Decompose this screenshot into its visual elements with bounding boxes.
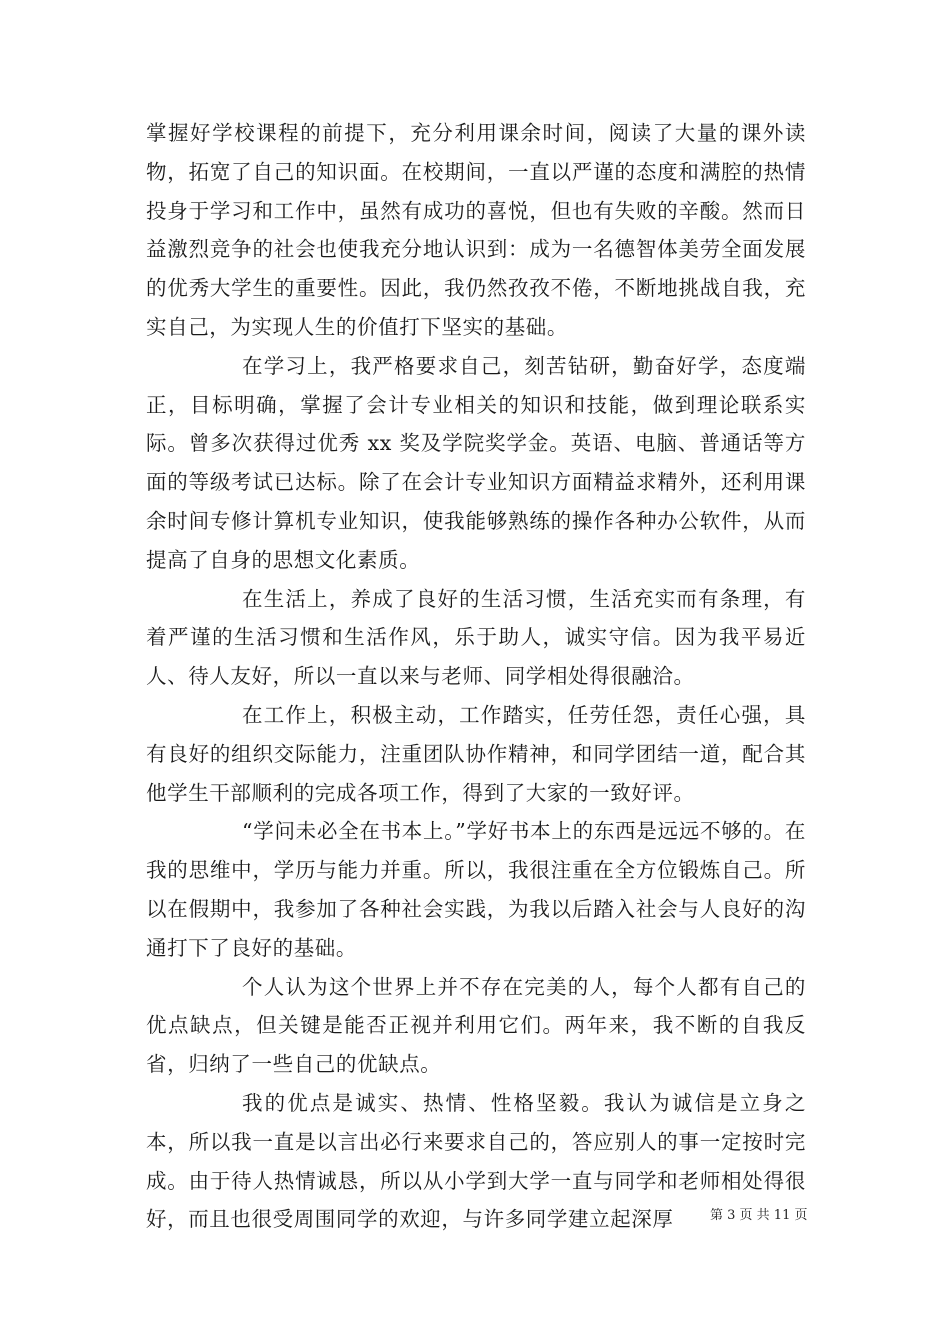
paragraph-life: 在生活上，养成了良好的生活习惯，生活充实而有条理，有着严谨的生活习惯和生活作风，乐于助人，诚实守信。因为我平易近人、待人友好，所以一直以来与老师、同学相处得很融洽。 <box>146 586 806 689</box>
paragraph-study: 在学习上，我严格要求自己，刻苦钻研，勤奋好学，态度端正，目标明确，掌握了会计专业相关的知识和技能，做到理论联系实际。曾多次获得过优秀 xx 奖及学院奖学金。英语、电脑、普通话等方面的等级考试已达标。除了在会计专业知识方面精益求精外，还利用课余时间专修计算机专业知识，使我能够熟练的操作各种办公软件，从而提高了自身的思想文化素质。 <box>146 353 806 572</box>
paragraph-strengths: 我的优点是诚实、热情、性格坚毅。我认为诚信是立身之本，所以我一直是以言出必行来要求自己的，答应别人的事一定按时完成。由于待人热情诚恳，所以从小学到大学一直与同学和老师相处得很好，而且也很受周围同学的欢迎，与许多同学建立起深厚 <box>146 1090 806 1232</box>
page-number-footer: 第 3 页 共 11 页 <box>710 1208 808 1223</box>
paragraph-work: 在工作上，积极主动，工作踏实，任劳任怨，责任心强，具有良好的组织交际能力，注重团队协作精神，和同学团结一道，配合其他学生干部顺利的完成各项工作，得到了大家的一致好评。 <box>146 702 806 805</box>
paragraph-self-reflection: 个人认为这个世界上并不存在完美的人，每个人都有自己的优点缺点，但关键是能否正视并利用它们。两年来，我不断的自我反省，归纳了一些自己的优缺点。 <box>146 974 806 1077</box>
document-body <box>146 114 806 1239</box>
paragraph-practice: “学问未必全在书本上。”学好书本上的东西是远远不够的。在我的思维中，学历与能力并重。所以，我很注重在全方位锻炼自己。所以在假期中，我参加了各种社会实践，为我以后踏入社会与人良好的沟通打下了良好的基础。 <box>146 819 806 960</box>
paragraph-intro: 掌握好学校课程的前提下，充分利用课余时间，阅读了大量的课外读物，拓宽了自己的知识面。在校期间，一直以严谨的态度和满腔的热情投身于学习和工作中，虽然有成功的喜悦，但也有失败的辛酸。然而日益激烈竞争的社会也使我充分地认识到：成为一名德智体美劳全面发展的优秀大学生的重要性。因此，我仍然孜孜不倦，不断地挑战自我，充实自己，为实现人生的价值打下坚实的基础。 <box>146 121 806 339</box>
